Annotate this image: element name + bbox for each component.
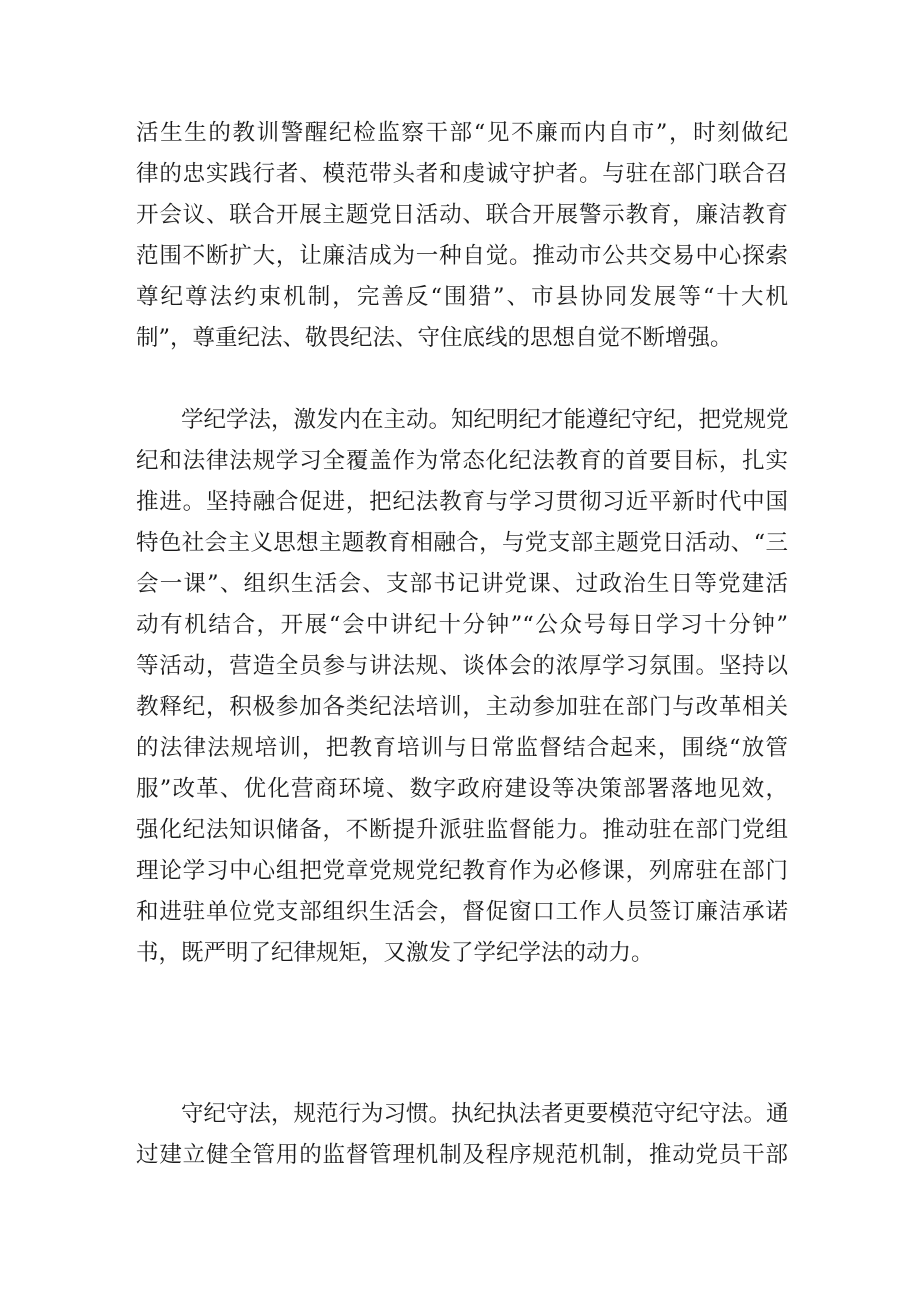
paragraph-line: 的法律法规培训，把教育培训与日常监督结合起来，围绕“放管 [136, 735, 788, 761]
paragraph-line: 服”改革、优化营商环境、数字政府建设等决策部署落地见效， [136, 776, 788, 802]
paragraph-line: 尊纪尊法约束机制，完善反“围猎”、市县协同发展等“十大机 [136, 284, 788, 310]
paragraph-line: 书，既严明了纪律规矩，又激发了学纪学法的动力。 [136, 940, 654, 966]
paragraph-line: 范围不断扩大，让廉洁成为一种自觉。推动市公共交易中心探索 [136, 243, 788, 269]
paragraph-2 [136, 400, 788, 974]
paragraph-line: 动有机结合，开展“会中讲纪十分钟”“公众号每日学习十分钟” [136, 612, 788, 638]
paragraph-line: 会一课”、组织生活会、支部书记讲党课、过政治生日等党建活 [136, 571, 788, 597]
paragraph-line: 活生生的教训警醒纪检监察干部“见不廉而内自市”，时刻做纪 [136, 120, 788, 146]
paragraph-line: 纪和法律法规学习全覆盖作为常态化纪法教育的首要目标，扎实 [136, 448, 788, 474]
paragraph-line: 强化纪法知识储备，不断提升派驻监督能力。推动驻在部门党组 [136, 817, 788, 843]
paragraph-line: 理论学习中心组把党章党规党纪教育作为必修课，列席驻在部门 [136, 858, 788, 884]
paragraph-line: 开会议、联合开展主题党日活动、联合开展警示教育，廉洁教育 [136, 202, 788, 228]
paragraph-line: 制”，尊重纪法、敬畏纪法、守住底线的思想自觉不断增强。 [136, 325, 733, 351]
paragraph-1 [136, 113, 788, 359]
paragraph-line: 推进。坚持融合促进，把纪法教育与学习贯彻习近平新时代中国 [136, 489, 788, 515]
paragraph-line: 过建立健全管用的监督管理机制及程序规范机制，推动党员干部 [136, 1142, 788, 1168]
paragraph-line: 律的忠实践行者、模范带头者和虔诚守护者。与驻在部门联合召 [136, 161, 788, 187]
paragraph-line: 和进驻单位党支部组织生活会，督促窗口工作人员签订廉洁承诺 [136, 899, 788, 925]
paragraph-line: 守纪守法，规范行为习惯。执纪执法者更要模范守纪守法。通 [181, 1101, 789, 1127]
paragraph-line: 等活动，营造全员参与讲法规、谈体会的浓厚学习氛围。坚持以 [136, 653, 788, 679]
paragraph-3 [136, 1094, 788, 1176]
paragraph-line: 特色社会主义思想主题教育相融合，与党支部主题党日活动、“三 [136, 530, 788, 556]
paragraph-line: 教释纪，积极参加各类纪法培训，主动参加驻在部门与改革相关 [136, 694, 788, 720]
paragraph-line: 学纪学法，激发内在主动。知纪明纪才能遵纪守纪，把党规党 [181, 407, 789, 433]
